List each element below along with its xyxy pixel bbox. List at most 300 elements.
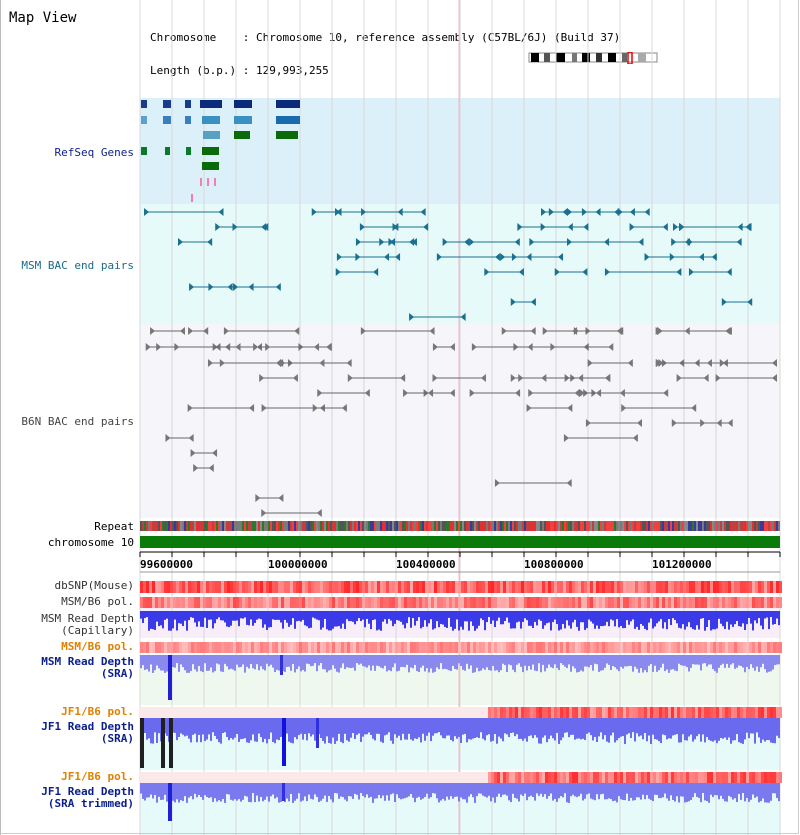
jf1-trimmed-depth	[508, 783, 510, 800]
dbsnp-cell	[401, 581, 404, 593]
msm-pol-cell	[422, 642, 425, 653]
dbsnp-cell	[224, 581, 227, 593]
jf1-trimmed-depth	[536, 783, 538, 793]
jf1-trimmed-depth	[274, 783, 276, 799]
jf1-sra-depth	[192, 718, 194, 735]
repeat-segment	[606, 521, 608, 531]
msm-pol-cell	[464, 597, 467, 608]
msm-pol-cell	[776, 642, 779, 653]
msm-sra-depth	[476, 655, 478, 668]
msm-pol-cell	[638, 597, 641, 608]
repeat-segment	[380, 521, 382, 531]
msm-pol-cell	[326, 642, 329, 653]
jf1-sra-depth	[542, 718, 544, 738]
msm-pol-cell	[773, 642, 776, 653]
jf1-trimmed-depth	[232, 783, 234, 801]
jf1-sra-depth	[204, 718, 206, 741]
jf1-pol-cell	[407, 707, 410, 718]
msm-capillary-depth	[640, 611, 642, 624]
jf1-pol-cell	[749, 707, 752, 718]
msm-sra-depth	[682, 655, 684, 666]
repeat-segment	[686, 521, 688, 531]
jf1-sra-depth	[392, 718, 394, 744]
msm-capillary-depth	[170, 611, 172, 631]
dbsnp-cell	[455, 581, 458, 593]
repeat-segment	[224, 521, 226, 531]
dbsnp-cell	[197, 581, 200, 593]
repeat-segment	[352, 521, 354, 531]
msm-sra-depth	[734, 655, 736, 669]
msm-pol-cell	[524, 642, 527, 653]
dbsnp-cell	[566, 581, 569, 593]
repeat-segment	[662, 521, 664, 531]
msm-sra-depth	[436, 655, 438, 667]
msm-pol-cell	[590, 642, 593, 653]
dbsnp-cell	[647, 581, 650, 593]
jf1-pol-cell	[185, 707, 188, 718]
msm-capillary-depth	[476, 611, 478, 629]
msm-pol-cell	[149, 597, 152, 608]
jf1-pol-cell	[287, 707, 290, 718]
msm-pol-cell	[743, 597, 746, 608]
msm-pol-cell	[629, 597, 632, 608]
jf1-trimmed-depth	[712, 783, 714, 797]
jf1-trimmed-depth	[496, 783, 498, 797]
repeat-segment	[508, 521, 510, 531]
jf1-pol-cell	[158, 707, 161, 718]
jf1-pol-cell	[611, 772, 614, 783]
msm-pol-cell	[365, 597, 368, 608]
repeat-segment	[256, 521, 258, 531]
dbsnp-cell	[710, 581, 713, 593]
msm-pol-cell	[602, 597, 605, 608]
jf1-trimmed-depth	[644, 783, 646, 799]
jf1-sra-depth	[454, 718, 456, 736]
repeat-segment	[212, 521, 214, 531]
jf1-sra-depth	[196, 718, 198, 742]
msm-sra-depth	[232, 655, 234, 670]
jf1-sra-depth	[702, 718, 704, 734]
jf1-pol-cell	[698, 707, 701, 718]
jf1-trimmed-depth	[148, 783, 150, 797]
msm-pol-cell	[353, 597, 356, 608]
repeat-segment	[514, 521, 516, 531]
jf1-trimmed-depth	[530, 783, 532, 796]
msm-capillary-depth	[698, 611, 700, 630]
jf1-sra-depth	[616, 718, 618, 740]
msm-sra-depth	[382, 655, 384, 668]
msm-capillary-depth	[376, 611, 378, 630]
jf1-sra-depth	[248, 718, 250, 743]
msm-pol-cell	[335, 642, 338, 653]
msm-sra-depth	[584, 655, 586, 667]
msm-sra-depth	[702, 655, 704, 664]
repeat-segment	[482, 521, 484, 531]
repeat-segment	[222, 521, 224, 531]
dbsnp-cell	[545, 581, 548, 593]
msm-pol-cell	[587, 642, 590, 653]
jf1-pol-cell	[194, 772, 197, 783]
msm-capillary-depth	[270, 611, 272, 627]
msm-capillary-depth	[206, 611, 208, 628]
jf1-trimmed-depth	[374, 783, 376, 799]
msm-pol-cell	[248, 597, 251, 608]
msm-pol-cell	[425, 642, 428, 653]
jf1-pol-cell	[623, 772, 626, 783]
dbsnp-cell	[686, 581, 689, 593]
jf1-sra-depth	[438, 718, 440, 732]
msm-capillary-depth	[728, 611, 730, 630]
jf1-pol-cell	[500, 707, 503, 718]
jf1-pol-cell	[554, 707, 557, 718]
jf1-trimmed-depth	[600, 783, 602, 794]
jf1-trimmed-depth	[726, 783, 728, 802]
repeat-segment	[182, 521, 184, 531]
jf1-sra-depth	[178, 718, 180, 737]
jf1-pol-cell	[491, 707, 494, 718]
repeat-segment	[194, 521, 196, 531]
jf1-sra-depth	[210, 718, 212, 741]
jf1-pol-cell	[437, 707, 440, 718]
msm-pol-cell	[296, 642, 299, 653]
repeat-segment	[234, 521, 236, 531]
msm-sra-depth	[606, 655, 608, 664]
jf1-pol-cell	[464, 772, 467, 783]
jf1-pol-cell	[620, 772, 623, 783]
msm-capillary-depth	[396, 611, 398, 620]
jf1-sra-depth	[548, 718, 550, 739]
jf1-pol-cell	[293, 772, 296, 783]
jf1-pol-cell	[485, 707, 488, 718]
msm-capillary-depth	[684, 611, 686, 630]
msm-sra-depth	[264, 655, 266, 670]
jf1-trimmed-depth	[354, 783, 356, 794]
msm-pol-cell	[458, 642, 461, 653]
repeat-segment	[628, 521, 630, 531]
repeat-segment	[284, 521, 286, 531]
jf1-pol-cell	[236, 772, 239, 783]
jf1-sra-depth	[370, 718, 372, 735]
msm-pol-cell	[230, 642, 233, 653]
jf1-trimmed-depth	[272, 783, 274, 795]
dbsnp-cell	[386, 581, 389, 593]
msm-capillary-depth	[670, 611, 672, 625]
msm-pol-cell	[278, 597, 281, 608]
jf1-trimmed-depth	[628, 783, 630, 801]
msm-capillary-depth	[400, 611, 402, 622]
jf1-sra-depth	[772, 718, 774, 743]
jf1-trimmed-depth	[408, 783, 410, 796]
msm-sra-depth	[304, 655, 306, 672]
msm-sra-depth	[486, 655, 488, 667]
dbsnp-cell	[722, 581, 725, 593]
dbsnp-cell	[461, 581, 464, 593]
jf1-sra-depth	[158, 718, 160, 733]
jf1-pol-cell	[683, 707, 686, 718]
jf1-trimmed-depth	[444, 783, 446, 801]
dbsnp-cell	[605, 581, 608, 593]
jf1-pol-cell	[209, 772, 212, 783]
repeat-segment	[688, 521, 690, 531]
msm-capillary-depth	[642, 611, 644, 626]
msm-capillary-depth	[348, 611, 350, 621]
jf1-sra-depth	[516, 718, 518, 734]
jf1-trimmed-depth	[424, 783, 426, 797]
jf1-sra-depth	[604, 718, 606, 735]
dbsnp-cell	[152, 581, 155, 593]
msm-sra-depth	[550, 655, 552, 667]
dbsnp-cell	[392, 581, 395, 593]
dbsnp-cell	[161, 581, 164, 593]
repeat-segment	[204, 521, 206, 531]
dbsnp-cell	[278, 581, 281, 593]
msm-pol-cell	[590, 597, 593, 608]
msm-sra-depth	[658, 655, 660, 670]
msm-sra-depth	[532, 655, 534, 665]
repeat-segment	[602, 521, 604, 531]
jf1-sra-depth	[578, 718, 580, 738]
msm-capillary-depth	[500, 611, 502, 624]
repeat-segment	[758, 521, 760, 531]
jf1-pol-cell	[683, 772, 686, 783]
dbsnp-cell	[419, 581, 422, 593]
jf1-sra-depth	[500, 718, 502, 739]
msm-sra-depth	[204, 655, 206, 663]
dbsnp-cell	[662, 581, 665, 593]
jf1-trimmed-depth	[620, 783, 622, 799]
repeat-segment	[408, 521, 410, 531]
jf1-trimmed-depth	[552, 783, 554, 801]
jf1-sra-depth	[394, 718, 396, 734]
jf1-pol-cell	[350, 707, 353, 718]
repeat-segment	[366, 521, 368, 531]
msm-capillary-depth	[244, 611, 246, 617]
dbsnp-cell	[587, 581, 590, 593]
msm-pol-cell	[689, 642, 692, 653]
msm-capillary-depth	[226, 611, 228, 626]
msm-pol-cell	[644, 597, 647, 608]
repeat-segment	[656, 521, 658, 531]
msm-sra-depth	[328, 655, 330, 671]
dbsnp-cell	[218, 581, 221, 593]
jf1-trimmed-depth	[596, 783, 598, 794]
jf1-trimmed-depth	[582, 783, 584, 800]
dbsnp-cell	[683, 581, 686, 593]
msm-pol-cell	[641, 597, 644, 608]
jf1-trimmed-depth	[730, 783, 732, 797]
jf1-pol-cell	[191, 707, 194, 718]
msm-capillary-depth	[692, 611, 694, 629]
repeat-segment	[502, 521, 504, 531]
msm-capillary-depth	[154, 611, 156, 630]
msm-pol-cell	[209, 597, 212, 608]
msm-sra-depth	[662, 655, 664, 664]
jf1-sra-depth	[506, 718, 508, 734]
jf1-trimmed-depth	[322, 783, 324, 799]
msm-sra-depth	[300, 655, 302, 671]
repeat-segment	[280, 521, 282, 531]
repeat-segment	[672, 521, 674, 531]
msm-sra-depth	[668, 655, 670, 673]
jf1-sra-depth	[414, 718, 416, 738]
repeat-segment	[532, 521, 534, 531]
msm-pol-cell	[752, 642, 755, 653]
msm-pol-cell	[512, 642, 515, 653]
jf1-sra-depth	[706, 718, 708, 737]
msm-sra-depth	[392, 655, 394, 667]
repeat-segment	[684, 521, 686, 531]
msm-pol-cell	[380, 642, 383, 653]
msm-pol-cell	[686, 597, 689, 608]
jf1-pol-cell	[254, 772, 257, 783]
msm-capillary-depth	[648, 611, 650, 623]
jf1-pol-cell	[767, 772, 770, 783]
dbsnp-cell	[488, 581, 491, 593]
dbsnp-cell	[542, 581, 545, 593]
repeat-segment	[232, 521, 234, 531]
msm-sra-depth	[732, 655, 734, 663]
jf1-trimmed-depth	[708, 783, 710, 803]
jf1-trimmed-depth	[686, 783, 688, 802]
msm-pol-cell	[608, 642, 611, 653]
jf1-pol-cell	[566, 707, 569, 718]
jf1-pol-cell	[638, 707, 641, 718]
jf1-trimmed-depth	[364, 783, 366, 797]
msm-sra-depth	[492, 655, 494, 666]
jf1-sra-depth	[288, 718, 290, 742]
jf1-sra-depth	[734, 718, 736, 740]
repeat-segment	[406, 521, 408, 531]
jf1-trimmed-depth	[246, 783, 248, 797]
jf1-trimmed-depth	[358, 783, 360, 799]
repeat-segment	[252, 521, 254, 531]
msm-capillary-depth	[472, 611, 474, 626]
jf1-pol-cell	[149, 772, 152, 783]
dbsnp-cell	[260, 581, 263, 593]
msm-pol-cell	[533, 597, 536, 608]
msm-capillary-depth	[774, 611, 776, 624]
msm-sra-depth	[396, 655, 398, 671]
msm-pol-cell	[278, 642, 281, 653]
repeat-segment	[506, 521, 508, 531]
repeat-segment	[428, 521, 430, 531]
msm-capillary-depth	[612, 611, 614, 620]
repeat-segment	[376, 521, 378, 531]
jf1-pol-cell	[665, 707, 668, 718]
jf1-pol-cell	[614, 772, 617, 783]
msm-sra-depth	[248, 655, 250, 669]
msm-sra-depth	[236, 655, 238, 665]
msm-sra-depth	[206, 655, 208, 671]
jf1-trimmed-depth	[476, 783, 478, 796]
jf1-sra-depth	[310, 718, 312, 736]
msm-sra-depth	[202, 655, 204, 672]
repeat-segment	[344, 521, 346, 531]
msm-pol-cell	[653, 642, 656, 653]
dbsnp-cell	[485, 581, 488, 593]
jf1-pol-cell	[656, 772, 659, 783]
msm-capillary-depth	[486, 611, 488, 622]
msm-capillary-depth	[188, 611, 190, 620]
track-label-chromosome: chromosome 10	[47, 536, 134, 549]
msm-pol-cell	[377, 597, 380, 608]
jf1-pol-cell	[383, 772, 386, 783]
jf1-pol-cell	[440, 707, 443, 718]
msm-capillary-depth	[192, 611, 194, 618]
msm-sra-depth	[184, 655, 186, 670]
jf1-pol-cell	[386, 707, 389, 718]
dbsnp-cell	[464, 581, 467, 593]
repeat-segment	[492, 521, 494, 531]
msm-sra-depth	[642, 655, 644, 672]
jf1-trimmed-depth	[516, 783, 518, 799]
msm-capillary-depth	[464, 611, 466, 621]
dbsnp-cell	[146, 581, 149, 593]
msm-pol-cell	[257, 597, 260, 608]
jf1-sra-depth	[572, 718, 574, 735]
jf1-pol-cell	[395, 707, 398, 718]
repeat-segment	[728, 521, 730, 531]
jf1-sra-depth	[430, 718, 432, 741]
jf1-sra-depth	[760, 718, 762, 743]
jf1-pol-cell	[752, 772, 755, 783]
repeat-segment	[240, 521, 242, 531]
jf1-sra-depth	[412, 718, 414, 741]
msm-pol-cell	[170, 642, 173, 653]
msm-sra-depth	[714, 655, 716, 671]
msm-sra-depth	[260, 655, 262, 666]
repeat-segment	[206, 521, 208, 531]
jf1-sra-depth	[270, 718, 272, 733]
msm-pol-cell	[470, 642, 473, 653]
repeat-segment	[336, 521, 338, 531]
jf1-sra-depth	[238, 718, 240, 742]
msm-capillary-depth	[252, 611, 254, 626]
jf1-pol-cell	[518, 707, 521, 718]
jf1-sra-depth	[620, 718, 622, 737]
jf1-trimmed-depth	[192, 783, 194, 799]
jf1-sra-depth	[558, 718, 560, 744]
jf1-pol-cell	[368, 772, 371, 783]
jf1-pol-cell	[419, 707, 422, 718]
msm-pol-cell	[488, 642, 491, 653]
msm-sra-depth	[578, 655, 580, 672]
jf1-sra-depth	[398, 718, 400, 736]
jf1-pol-cell	[257, 772, 260, 783]
jf1-pol-cell	[218, 772, 221, 783]
jf1-sra-depth	[372, 718, 374, 739]
jf1-pol-cell	[161, 707, 164, 718]
jf1-sra-depth	[256, 718, 258, 742]
msm-sra-depth	[406, 655, 408, 665]
jf1-sra-depth	[424, 718, 426, 741]
dbsnp-cell	[299, 581, 302, 593]
msm-sra-depth	[516, 655, 518, 665]
msm-pol-cell	[233, 597, 236, 608]
jf1-trimmed-depth	[754, 783, 756, 798]
repeat-segment	[386, 521, 388, 531]
jf1-sra-depth	[704, 718, 706, 742]
msm-sra-depth	[712, 655, 714, 669]
jf1-pol-cell	[431, 772, 434, 783]
repeat-segment	[722, 521, 724, 531]
msm-pol-cell	[434, 597, 437, 608]
msm-pol-cell	[389, 597, 392, 608]
msm-sra-depth	[350, 655, 352, 668]
jf1-sra-depth	[764, 718, 766, 742]
dbsnp-cell	[380, 581, 383, 593]
jf1-pol-cell	[158, 772, 161, 783]
